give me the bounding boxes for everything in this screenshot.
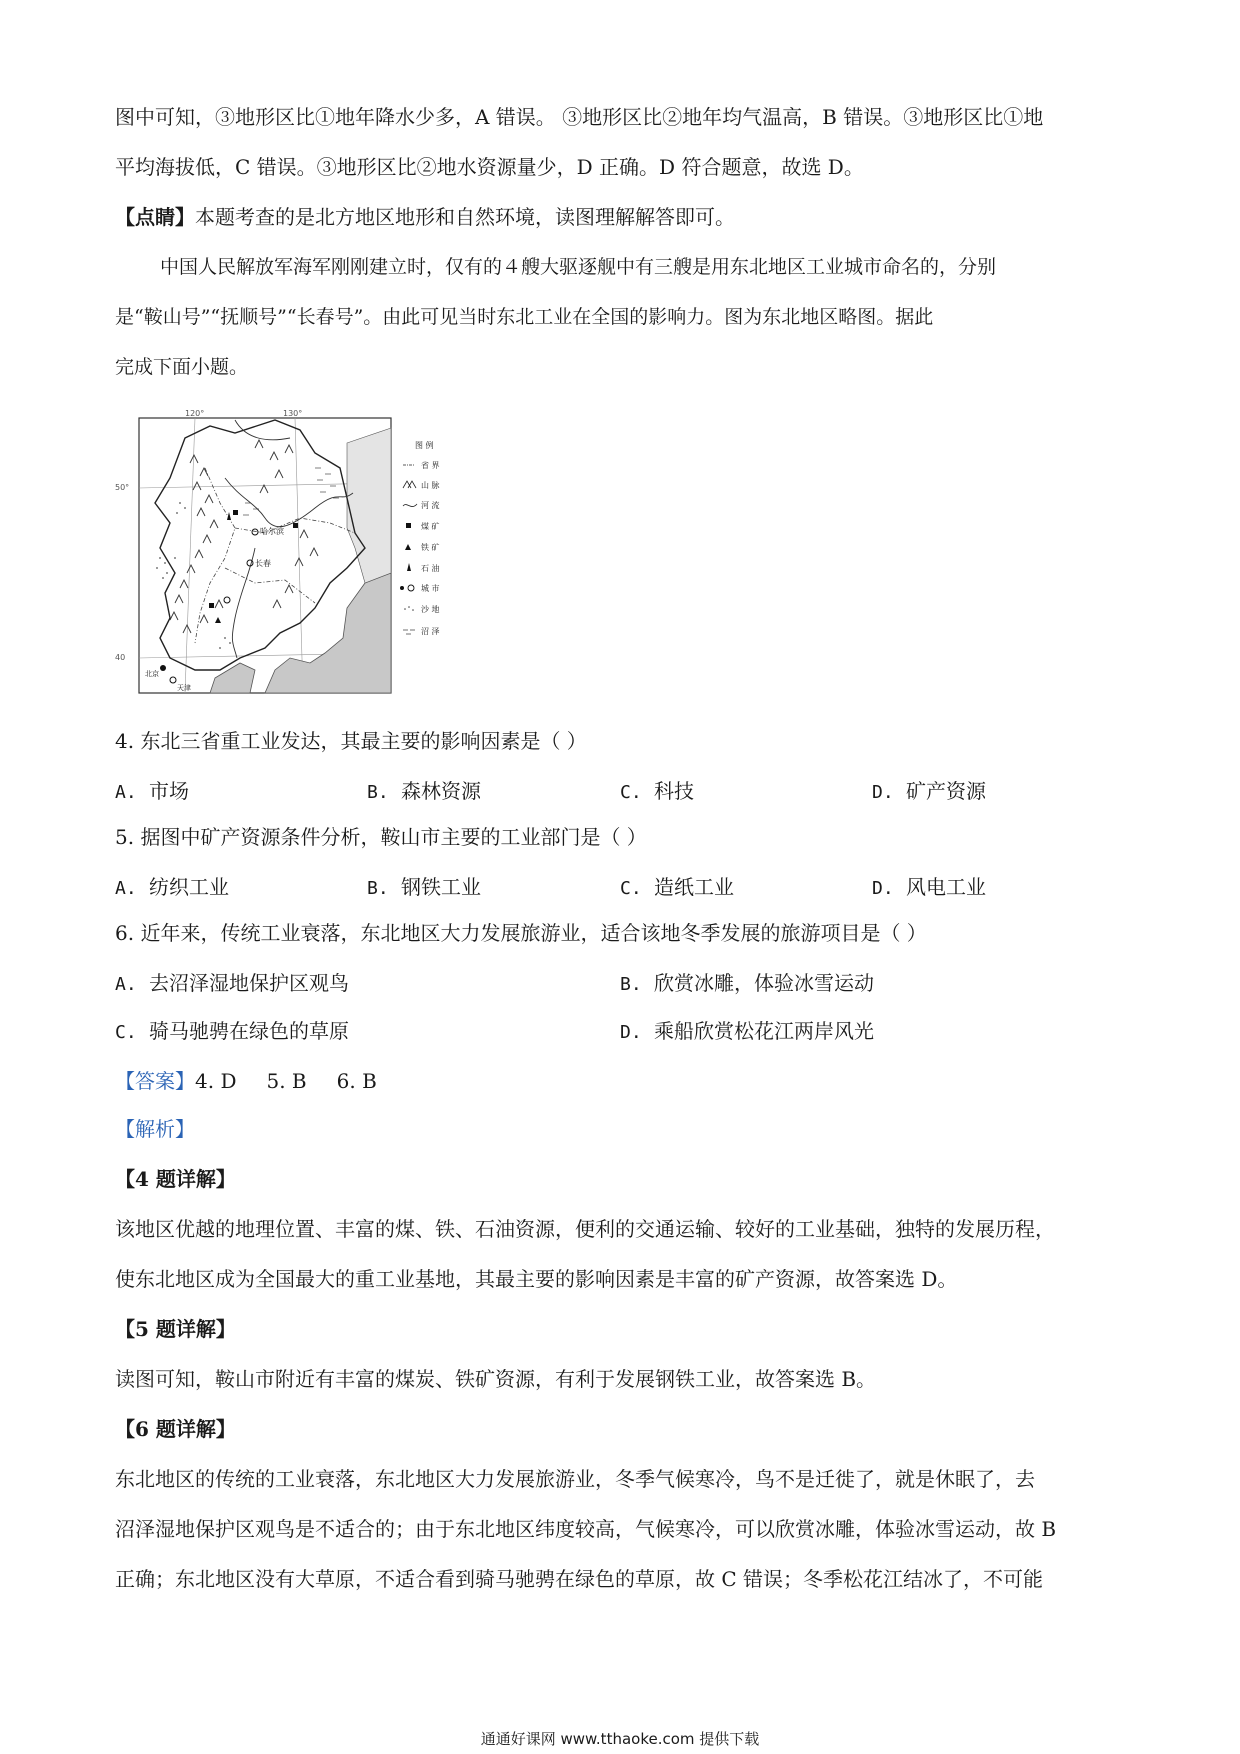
legend-mountain-symbol [403, 481, 416, 488]
city-label: 北京 [145, 670, 159, 678]
legend-label: 省 界 [421, 461, 440, 470]
option-letter: D. [872, 782, 894, 803]
intro-line: 是“鞍山号”“抚顺号”“长春号”。由此可见当时东北工业在全国的影响力。图为东北地区略图。据此 [115, 306, 934, 328]
q4-detail-text: 该地区优越的地理位置、丰富的煤、铁、石油资源，便利的交通运输、较好的工业基础，独特的发展历程， [115, 1217, 1055, 1241]
q4-option-c [620, 778, 694, 806]
legend-title: 图 例 [415, 441, 434, 450]
q4-option-d [872, 778, 986, 806]
legend-label: 山 脉 [421, 481, 440, 490]
option-letter: C. [620, 878, 642, 899]
coal-mine-marker [233, 510, 238, 515]
option-letter: B. [367, 782, 389, 803]
option-text: 造纸工业 [654, 875, 734, 899]
lon-120-label: 120° [185, 409, 205, 418]
legend-river-symbol [403, 504, 417, 507]
q6-detail-tag: 【6 题详解】 [115, 1417, 236, 1441]
legend-sand-symbol [404, 606, 414, 611]
answer-item: 5. B [266, 1069, 307, 1093]
q5-detail-text: 读图可知，鞍山市附近有丰富的煤炭、铁矿资源，有利于发展钢铁工业，故答案选 B。 [115, 1367, 877, 1391]
option-text: 纺织工业 [149, 875, 229, 899]
text-line: 图中可知，③地形区比①地年降水少多，A 错误。 ③地形区比②地年均气温高，B 错误。③地形区比①地 [115, 105, 1044, 129]
q4-option-b [367, 778, 481, 806]
option-letter: C. [620, 782, 642, 803]
dianjing-text: 本题考查的是北方地区地形和自然环境，读图理解解答即可。 [195, 205, 735, 229]
q6-option-c [115, 1018, 349, 1046]
answer-item: 4. D [195, 1069, 237, 1093]
legend-city-symbol [408, 585, 414, 591]
option-text: 科技 [654, 779, 694, 803]
answer-line [115, 1068, 377, 1094]
option-text: 骑马驰骋在绿色的草原 [149, 1019, 349, 1043]
legend-coal-symbol [406, 523, 411, 528]
legend-swamp-symbol [403, 630, 415, 634]
option-letter: A. [115, 974, 137, 995]
answer-item: 6. B [336, 1069, 377, 1093]
option-letter: A. [115, 782, 137, 803]
q4-detail-text: 使东北地区成为全国最大的重工业基地，其最主要的影响因素是丰富的矿产资源，故答案选 D。 [115, 1267, 958, 1291]
intro-line: 中国人民解放军海军刚刚建立时，仅有的４艘大驱逐舰中有三艘是用东北地区工业城市命名的，分别 [160, 256, 997, 278]
legend-label: 沼 泽 [421, 627, 440, 636]
legend-iron-symbol [405, 544, 411, 550]
q5-option-d [872, 874, 986, 902]
lon-130-label: 130° [283, 409, 303, 418]
text-line: 平均海拔低，C 错误。③地形区比②地水资源量少，D 正确。D 符合题意，故选 D。 [115, 155, 864, 179]
q5-detail-tag: 【5 题详解】 [115, 1317, 236, 1341]
legend-label: 城 市 [421, 584, 440, 593]
option-letter: B. [620, 974, 642, 995]
option-letter: A. [115, 878, 137, 899]
dianjing-line [115, 204, 735, 230]
northeast-china-map [115, 408, 470, 698]
option-text: 钢铁工业 [401, 875, 481, 899]
lat-50-label: 50° [115, 483, 130, 492]
page-footer: 通通好课网 www.tthaoke.com 提供下载 [480, 1730, 760, 1748]
option-letter: B. [367, 878, 389, 899]
dianjing-tag: 【点睛】 [115, 205, 195, 229]
city-label: 哈尔滨 [260, 527, 284, 536]
q6-detail-text: 东北地区的传统的工业衰落，东北地区大力发展旅游业，冬季气候寒冷，鸟不是迁徙了，就是休眠了，去 [115, 1467, 1035, 1491]
question-5-stem: 5. 据图中矿产资源条件分析，鞍山市主要的工业部门是（ ） [115, 825, 647, 849]
q4-detail-tag: 【4 题详解】 [115, 1167, 236, 1191]
legend-label: 沙 地 [421, 605, 440, 614]
city-label: 长春 [255, 559, 271, 568]
q5-option-b [367, 874, 481, 902]
question-4-stem: 4. 东北三省重工业发达，其最主要的影响因素是（ ） [115, 729, 587, 753]
legend-oil-symbol [407, 563, 411, 571]
legend-label: 煤 矿 [421, 522, 440, 531]
option-letter: C. [115, 1022, 137, 1043]
city-label: 天津 [177, 684, 191, 692]
intro-line: 完成下面小题。 [115, 356, 249, 378]
legend-label: 铁 矿 [421, 543, 440, 552]
coal-mine-marker [209, 603, 214, 608]
question-6-stem: 6. 近年来，传统工业衰落，东北地区大力发展旅游业，适合该地冬季发展的旅游项目是（ ） [115, 921, 927, 945]
option-text: 风电工业 [906, 875, 986, 899]
q6-detail-text: 正确；东北地区没有大草原，不适合看到骑马驰骋在绿色的草原，故 C 错误；冬季松花江结冰了，不可能 [115, 1567, 1044, 1591]
city-beijing-marker [160, 665, 166, 671]
q5-option-c [620, 874, 734, 902]
q6-option-d [620, 1018, 874, 1046]
option-text: 去沼泽湿地保护区观鸟 [149, 971, 349, 995]
legend-label: 河 流 [421, 501, 440, 510]
q6-option-b [620, 970, 874, 998]
lat-40-label: 40 [115, 653, 126, 662]
analysis-tag: 【解析】 [115, 1117, 195, 1141]
q6-option-a [115, 970, 349, 998]
option-text: 市场 [149, 779, 189, 803]
q5-option-a [115, 874, 229, 902]
answer-tag: 【答案】 [115, 1069, 195, 1093]
legend-label: 石 油 [421, 564, 440, 573]
map-legend [400, 440, 440, 636]
option-text: 欣赏冰雕，体验冰雪运动 [654, 971, 874, 995]
option-text: 乘船欣赏松花江两岸风光 [654, 1019, 874, 1043]
option-letter: D. [620, 1022, 642, 1043]
option-text: 森林资源 [401, 779, 481, 803]
coal-mine-marker [293, 523, 298, 528]
q6-detail-text: 沼泽湿地保护区观鸟是不适合的；由于东北地区纬度较高，气候寒冷，可以欣赏冰雕，体验冰雪运动，故 B [115, 1517, 1057, 1541]
legend-capital-symbol [400, 586, 404, 590]
option-letter: D. [872, 878, 894, 899]
option-text: 矿产资源 [906, 779, 986, 803]
q4-option-a [115, 778, 189, 806]
